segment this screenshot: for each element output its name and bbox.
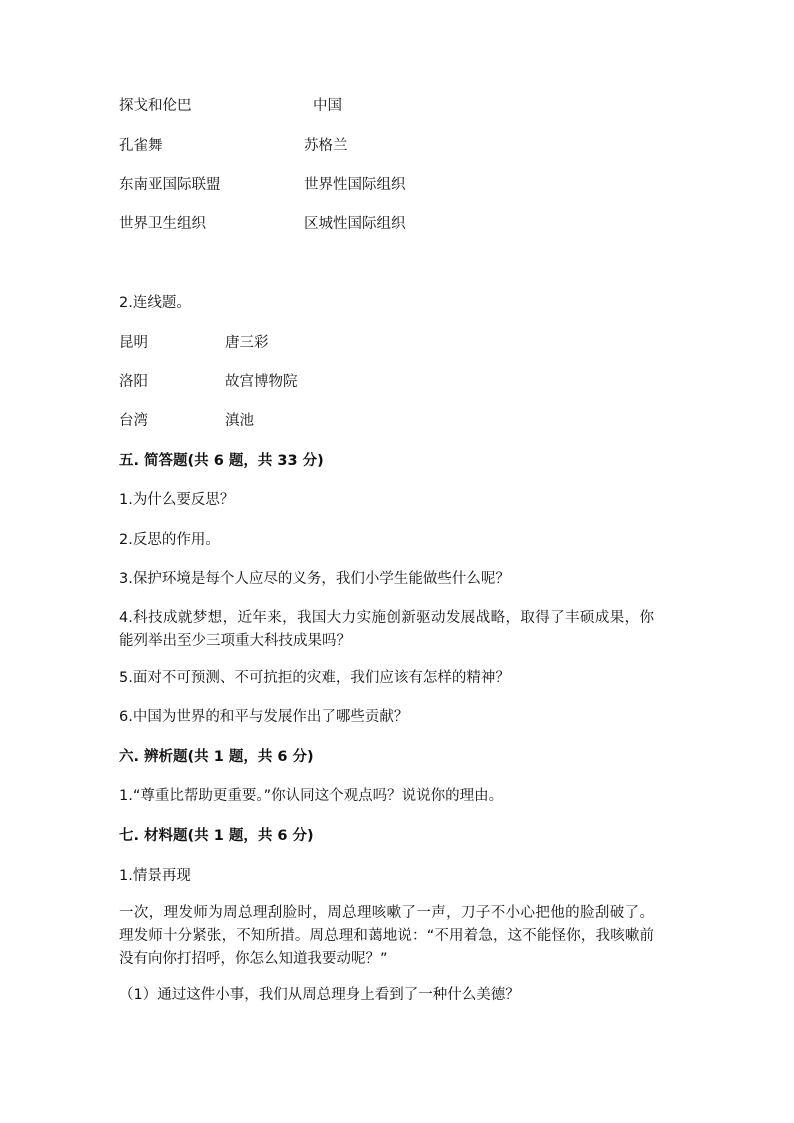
section7-heading: 七. 材料题(共 1 题，共 6 分)	[119, 828, 314, 844]
section6-question-1: 1.“尊重比帮助更重要。”你认同这个观点吗？说说你的理由。	[119, 788, 504, 804]
section5-question-6: 6.中国为世界的和平与发展作出了哪些贡献？	[119, 709, 409, 725]
match2-right-3: 滇池	[225, 413, 254, 429]
match1-left-1: 探戈和伦巴	[119, 98, 192, 114]
match2-left-2: 洛阳	[119, 374, 148, 390]
section5-question-1: 1.为什么要反思？	[119, 492, 235, 508]
section6-heading: 六. 辨析题(共 1 题，共 6 分)	[119, 749, 314, 765]
match1-left-4: 世界卫生组织	[119, 216, 206, 232]
match1-left-2: 孔雀舞	[119, 138, 163, 154]
match1-right-2: 苏格兰	[304, 138, 348, 154]
match2-title: 2.连线题。	[119, 295, 191, 311]
section5-question-2: 2.反思的作用。	[119, 532, 220, 548]
match1-left-3: 东南亚国际联盟	[119, 177, 221, 193]
section5-question-3: 3.保护环境是每个人应尽的义务，我们小学生能做些什么呢？	[119, 571, 510, 587]
match1-right-1: 中国	[313, 98, 342, 114]
match1-right-4: 区城性国际组织	[304, 216, 406, 232]
match2-left-1: 昆明	[119, 335, 148, 351]
section7-material-text: 一次，理发师为周总理刮脸时，周总理咳嗽了一声，刀子不小心把他的脸刮破了。理发师十分紧张，不知所措。周总理和蔼地说：“不用着急，这不能怪你，我咳嗽前没有向你打招呼，你怎么知道我要动呢？”	[119, 905, 654, 967]
section5-heading: 五. 简答题(共 6 题，共 33 分)	[119, 453, 324, 469]
match2-right-1: 唐三彩	[225, 335, 269, 351]
match2-left-3: 台湾	[119, 413, 148, 429]
section5-question-4: 4.科技成就梦想，近年来，我国大力实施创新驱动发展战略，取得了丰硕成果，你能列举出至少三项重大科技成果吗？	[119, 610, 654, 649]
match2-right-2: 故宫博物院	[225, 374, 298, 390]
match1-right-3: 世界性国际组织	[304, 177, 406, 193]
section7-item-title: 1.情景再现	[119, 868, 191, 884]
section5-question-5: 5.面对不可预测、不可抗拒的灾难，我们应该有怎样的精神？	[119, 670, 510, 686]
section7-sub-question: （1）通过这件小事，我们从周总理身上看到了一种什么美德？	[119, 987, 520, 1003]
